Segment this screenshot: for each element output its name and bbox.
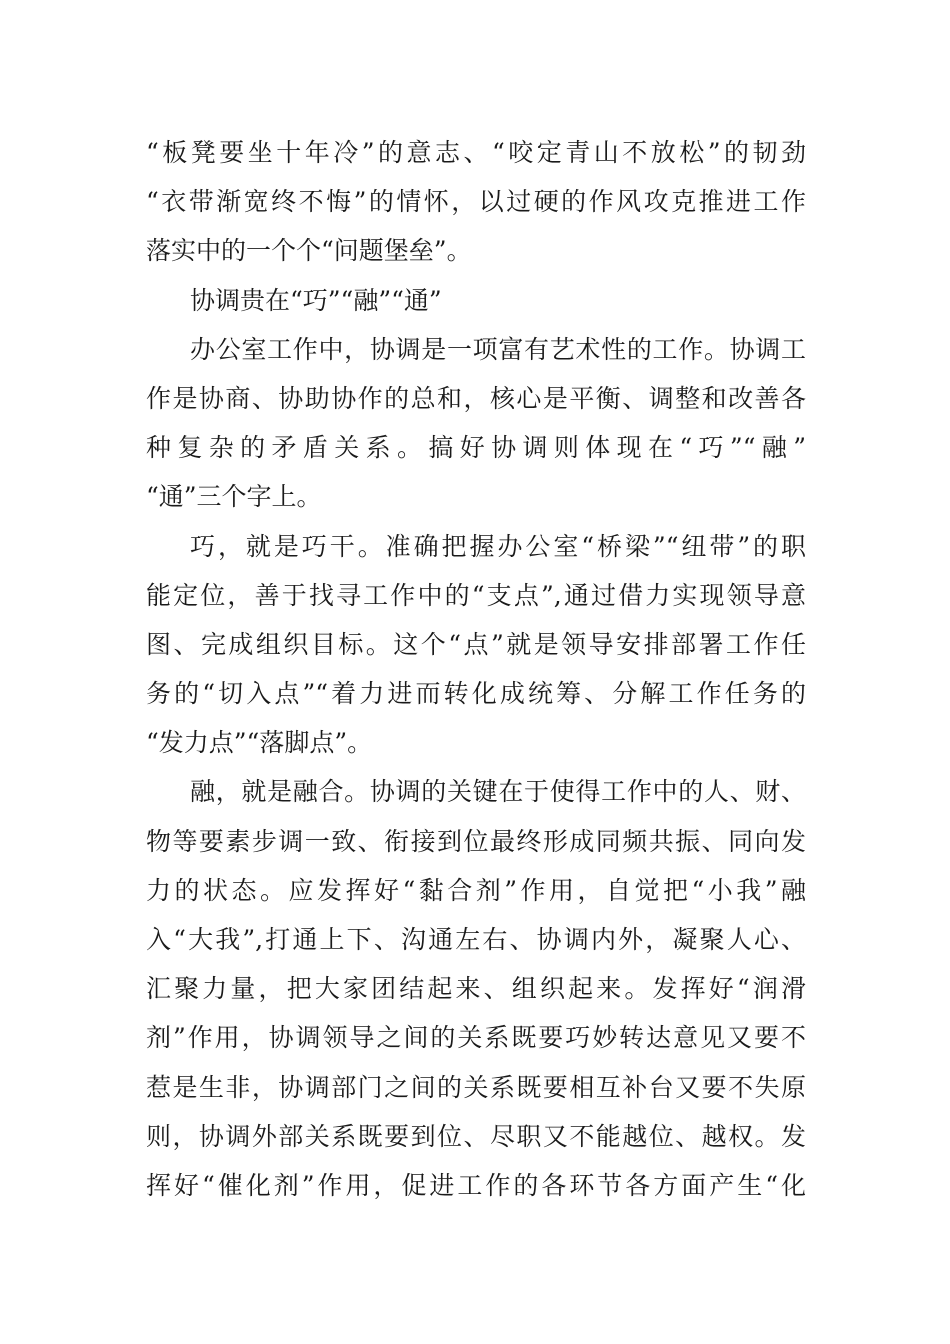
text-line: “板凳要坐十年冷”的意志、“咬定青山不放松”的韧劲 xyxy=(146,138,806,167)
text-line: 汇聚力量，把大家团结起来、组织起来。发挥好“润滑 xyxy=(146,974,806,1004)
paragraph-intro xyxy=(146,325,806,522)
text-line: 办公室工作中，协调是一项富有艺术性的工作。协调工 xyxy=(190,334,806,364)
text-line: 巧，就是巧干。准确把握办公室“桥梁”“纽带”的职 xyxy=(190,531,806,561)
text-line: 作是协商、协助协作的总和，核心是平衡、调整和改善各 xyxy=(146,383,806,413)
text-line: “衣带渐宽终不悔”的情怀，以过硬的作风攻克推进工作 xyxy=(146,187,806,217)
text-line: 融，就是融合。协调的关键在于使得工作中的人、财、 xyxy=(190,777,806,807)
text-line: 图、完成组织目标。这个“点”就是领导安排部署工作任 xyxy=(146,629,806,659)
text-line: “通”三个字上。 xyxy=(146,482,322,512)
text-line: 物等要素步调一致、衔接到位最终形成同频共振、同向发 xyxy=(146,826,806,856)
paragraph-rong xyxy=(146,767,806,1210)
text-line: 剂”作用，协调领导之间的关系既要巧妙转达意见又要不 xyxy=(146,1023,806,1053)
paragraph-qiao xyxy=(146,522,806,768)
paragraph-continuation xyxy=(146,128,806,276)
text-line: 挥好“催化剂”作用，促进工作的各环节各方面产生“化 xyxy=(146,1170,806,1200)
document-page xyxy=(146,128,806,1210)
text-line: 种复杂的矛盾关系。搞好协调则体现在“巧”“融” xyxy=(146,433,806,463)
text-line: 则，协调外部关系既要到位、尽职又不能越位、越权。发 xyxy=(146,1121,806,1151)
section-heading xyxy=(146,276,806,325)
text-line: 力的状态。应发挥好“黏合剂”作用，自觉把“小我”融 xyxy=(146,875,806,905)
text-line: 惹是生非，协调部门之间的关系既要相互补台又要不失原 xyxy=(146,1072,806,1102)
text-line: 务的“切入点”“着力进而转化成统筹、分解工作任务的 xyxy=(146,679,806,709)
heading-line: 协调贵在“巧”“融”“通” xyxy=(190,285,442,315)
text-line: 落实中的一个个“问题堡垒”。 xyxy=(146,236,472,266)
text-line: “发力点”“落脚点”。 xyxy=(146,728,373,758)
text-line: 入“大我”,打通上下、沟通左右、协调内外，凝聚人心、 xyxy=(146,925,806,954)
text-line: 能定位，善于找寻工作中的“支点”,通过借力实现领导意 xyxy=(146,580,806,610)
